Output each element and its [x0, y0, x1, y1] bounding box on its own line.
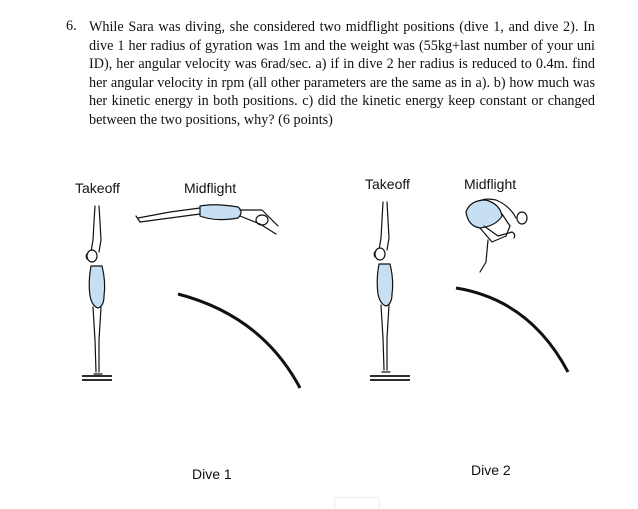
- page-edge-box: [334, 497, 380, 509]
- dive2-takeoff-diver: [374, 202, 392, 372]
- dive2-takeoff-label: Takeoff: [365, 176, 410, 192]
- dive1-board: [82, 376, 112, 380]
- question-text: While Sara was diving, she considered two midflight positions (dive 1, and dive 2). In dive 1 her radius of gyration was 1m and the weight was (55kg+last number of your uni ID), her angular velocity was 6rad/sec. a) if in dive 2 her radius is reduced to 0.4m. find her angular velocity in rpm (all other parameters are the same as in a). b) how much was her kinetic energy in both positions. c) did the kinetic energy keep constant or changed between the two positions, why? (6 points): [89, 19, 595, 128]
- dive1-takeoff-label: Takeoff: [75, 180, 120, 196]
- dive1-takeoff-diver: [86, 206, 104, 374]
- dive2-caption: Dive 2: [471, 462, 511, 478]
- dive1-trajectory-arc: [178, 294, 300, 388]
- question-number: 6.: [66, 18, 77, 34]
- dive2-midflight-diver: [466, 199, 527, 272]
- dive2-midflight-label: Midflight: [464, 176, 517, 192]
- dive1-midflight-label: Midflight: [184, 180, 237, 196]
- dive2-trajectory-arc: [456, 288, 568, 372]
- dive2-board: [370, 376, 410, 380]
- dive1-caption: Dive 1: [192, 466, 232, 482]
- dive1-midflight-diver: [136, 205, 278, 234]
